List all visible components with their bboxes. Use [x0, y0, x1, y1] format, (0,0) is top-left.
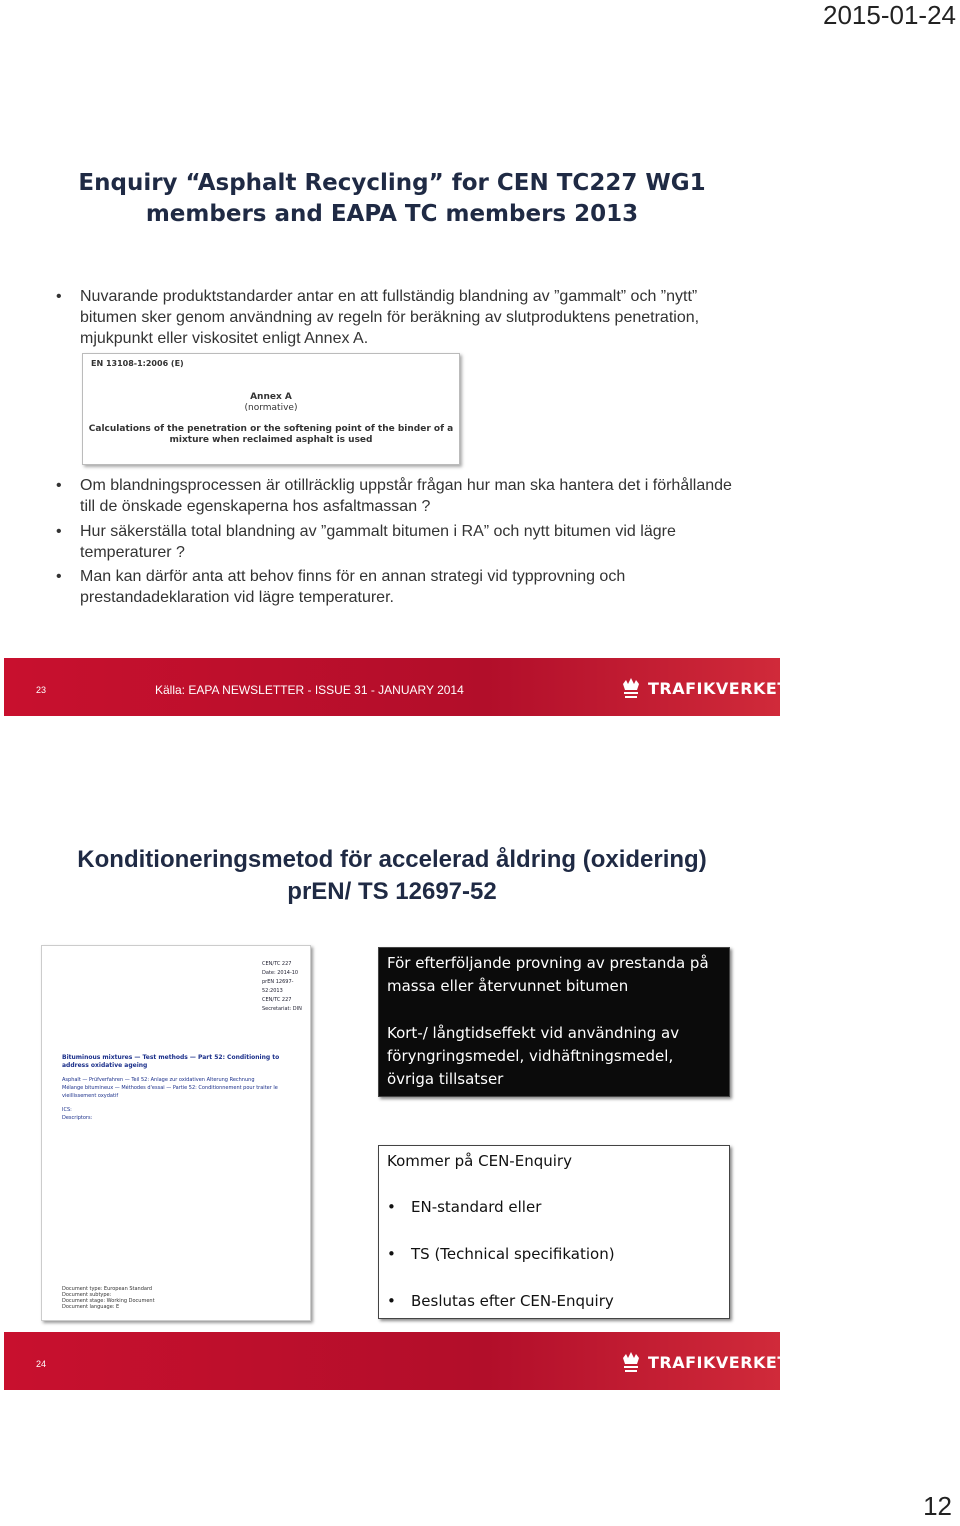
source-credit: Källa: EAPA NEWSLETTER - ISSUE 31 - JANUARY 2014	[155, 683, 464, 697]
standard-cover-image	[41, 945, 311, 1321]
enquiry-heading: Kommer på CEN-Enquiry	[387, 1152, 572, 1170]
annex-caption: Calculations of the penetration or the softening point of the binder of a mixture when reclaimed asphalt is used	[88, 424, 454, 445]
standard-reference: EN 13108-1:2006 (E)	[91, 359, 184, 368]
date-header: 2015-01-24	[823, 0, 956, 30]
slide-title: Konditioneringsmetod för accelerad åldring (oxidering) prEN/ TS 12697-52	[77, 846, 707, 905]
trafikverket-logo: TRAFIKVERKET	[620, 676, 789, 700]
cover-document-meta: Document type: European Standard Document subtype: Document stage: Working Document Document language: E	[62, 1286, 155, 1310]
slide-23: Enquiry “Asphalt Recycling” for CEN TC227 WG1 members and EAPA TC members 2013 • Nuvarande produktstandarder antar en att fullständig blandning av ”gammalt” och ”nytt” bitumen sker genom användning av regeln för beräkning av slutproduktens penetration, mjukpunkt eller viskositet enligt Annex A. EN 13108-1:2006 (E) Annex A (normative) Calculations of the penetration or the softening point of the binder of a mixture when reclaimed asphalt is used • Om blandningsprocessen är otillräcklig uppstår frågan hur man ska hantera det i förhållande till de önskade egenskaperna hos asfaltmassan ? • Hur säkerställa total blandning av ”gammalt bitumen i RA” och nytt bitumen vid lägre temperaturer ? • Man kan därför anta att behov finns för en annan strategi vid typprovning och prestandadeklaration vid lägre temperaturer. 23 Källa: EAPA NEWSLETTER - ISSUE 31 - JANUARY 2014 TRAFIKVERKET	[4, 150, 780, 716]
annex-excerpt-image	[82, 353, 460, 465]
cover-ics: ICS: Descriptors:	[62, 1107, 93, 1121]
slide-footer	[4, 658, 789, 716]
slide-footer	[4, 1332, 789, 1390]
trafikverket-logo: TRAFIKVERKET	[620, 1350, 789, 1374]
page-number: 12	[923, 1491, 952, 1521]
crown-icon	[620, 676, 642, 700]
annex-normative: (normative)	[244, 403, 298, 413]
slide-title: Enquiry “Asphalt Recycling” for CEN TC227 WG1 members and EAPA TC members 2013	[78, 170, 706, 227]
cover-header: CEN/TC 227 Date: 2014-10 prEN 12697-52:2013 CEN/TC 227 Secretariat: DIN	[262, 961, 302, 1012]
slide-number: 23	[36, 685, 47, 695]
purpose-box: För efterföljande provning av prestanda på massa eller återvunnet bitumen Kort-/ långtidseffekt vid användning av föryngringsmedel, vidhäftningsmedel, övriga tillsatser	[378, 947, 730, 1097]
enquiry-box: Kommer på CEN-Enquiry • EN-standard eller • TS (Technical specifikation) • Beslutas efter CEN-Enquiry	[378, 1145, 730, 1319]
annex-heading: Annex A	[250, 392, 292, 402]
cover-subtitles: Asphalt — Prüfverfahren — Teil 52: Anlage zur oxidativen Alterung Rechnung Mélange bitumineux — Méthodes d'essai — Partie 52: Conditionnement pour traiter le vieillissement oxydatif	[62, 1077, 278, 1099]
cover-title: Bituminous mixtures — Test methods — Part 52: Conditioning to address oxidative ageing	[62, 1054, 280, 1069]
slide-24	[4, 830, 789, 1392]
crown-icon	[620, 1350, 642, 1374]
slide-number: 24	[36, 1359, 47, 1369]
